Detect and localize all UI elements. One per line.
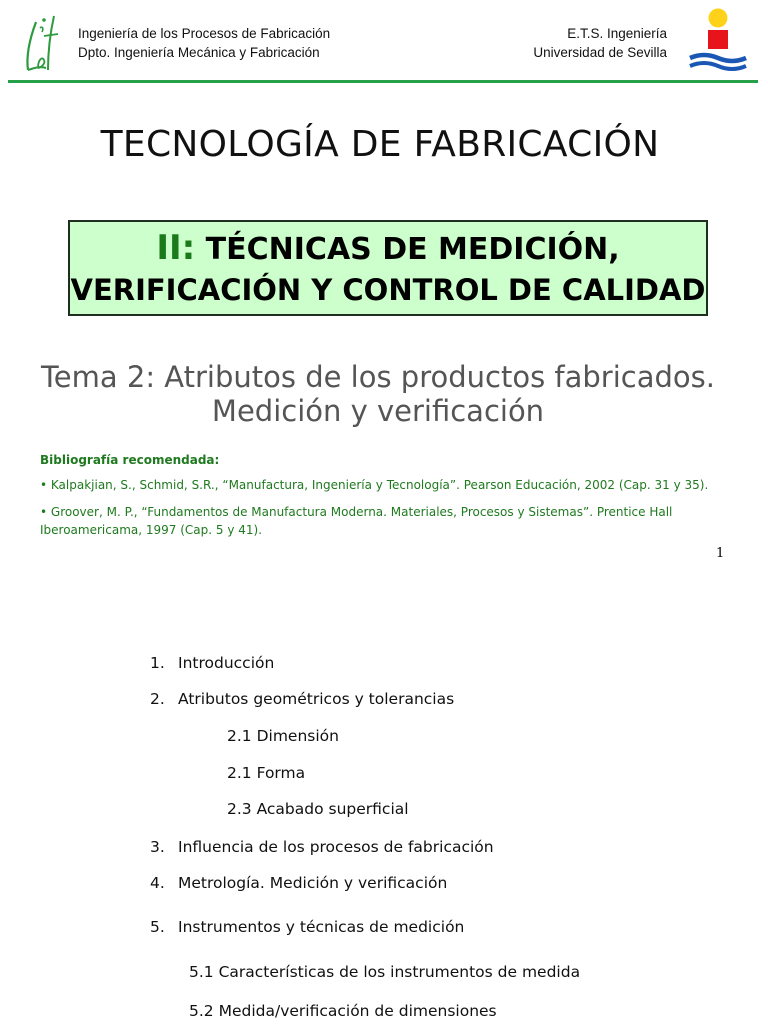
toc-number: 5. bbox=[150, 918, 165, 936]
toc-number: 4. bbox=[150, 874, 165, 892]
toc-text: 2.1 Forma bbox=[227, 764, 306, 782]
toc-text: 2.3 Acabado superficial bbox=[227, 800, 409, 818]
toc-text: Introducción bbox=[178, 654, 275, 672]
toc-text: 5.1 Características de los instrumentos de medida bbox=[189, 963, 581, 981]
toc-subitem bbox=[189, 1001, 497, 1021]
toc-number: 1. bbox=[150, 654, 165, 672]
section-heading-line-1 bbox=[70, 228, 706, 270]
section-number: II: bbox=[156, 228, 196, 268]
toc-subitem bbox=[189, 962, 580, 982]
toc-text: Metrología. Medición y verificación bbox=[178, 874, 448, 892]
bibliography-item: • Groover, M. P., “Fundamentos de Manufactura Moderna. Materiales, Procesos y Sistemas”. Prentice Hall Iberoamericama, 1997 (Cap. 5 y 41). bbox=[40, 505, 673, 537]
university-line: Universidad de Sevilla bbox=[533, 45, 667, 60]
toc-number: 2. bbox=[150, 690, 165, 708]
section-heading-text-1: TÉCNICAS DE MEDICIÓN, bbox=[195, 232, 620, 267]
toc-item bbox=[150, 689, 454, 709]
subtitle-line-2: Medición y verificación bbox=[211, 394, 545, 428]
toc-text: 2.1 Dimensión bbox=[227, 727, 339, 745]
page-number: 1 bbox=[716, 546, 725, 561]
toc-subitem bbox=[227, 799, 409, 819]
us-logo-icon bbox=[684, 8, 750, 72]
bibliography-heading: Bibliografía recomendada: bbox=[40, 453, 220, 467]
toc-item bbox=[150, 653, 274, 673]
school-line: E.T.S. Ingeniería bbox=[567, 26, 667, 41]
topic-subtitle bbox=[0, 360, 756, 428]
section-heading-line-2: VERIFICACIÓN Y CONTROL DE CALIDAD bbox=[70, 273, 706, 307]
toc-subitem bbox=[227, 726, 339, 746]
toc-subitem bbox=[227, 763, 305, 783]
toc-item bbox=[150, 837, 494, 857]
toc-item bbox=[150, 873, 447, 893]
bibliography-item: • Kalpakjian, S., Schmid, S.R., “Manufactura, Ingeniería y Tecnología”. Pearson Educación, 2002 (Cap. 31 y 35). bbox=[40, 478, 709, 492]
section-box bbox=[68, 220, 708, 316]
document-title: TECNOLOGÍA DE FABRICACIÓN bbox=[100, 124, 660, 165]
department-line-1: Ingeniería de los Procesos de Fabricación bbox=[78, 26, 331, 41]
department-line-2: Dpto. Ingeniería Mecánica y Fabricación bbox=[78, 45, 320, 60]
header-right-text bbox=[533, 24, 667, 62]
toc-item bbox=[150, 917, 464, 937]
toc-text: Instrumentos y técnicas de medición bbox=[178, 918, 465, 936]
toc-text: Atributos geométricos y tolerancias bbox=[178, 690, 455, 708]
toc-text: Influencia de los procesos de fabricación bbox=[178, 838, 494, 856]
ipf-logo-icon bbox=[14, 8, 64, 78]
toc-number: 3. bbox=[150, 838, 165, 856]
subtitle-line-1: Tema 2: Atributos de los productos fabricados. bbox=[41, 360, 715, 394]
header-divider bbox=[8, 80, 758, 83]
header-left-text bbox=[78, 24, 330, 62]
toc-text: 5.2 Medida/verificación de dimensiones bbox=[189, 1002, 497, 1020]
